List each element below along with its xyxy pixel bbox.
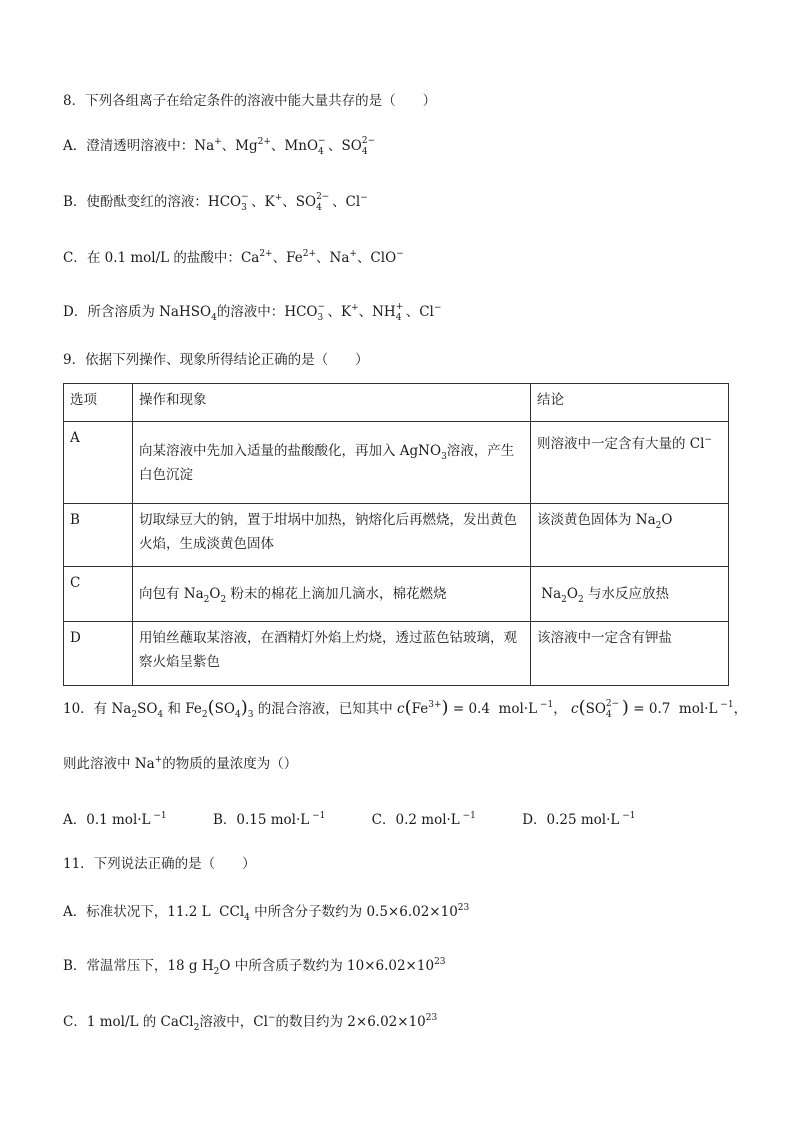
row-b-operation: 切取绿豆大的钠，置于坩埚中加热，钠熔化后再燃烧，发出黄色火焰，生成淡黄色固体 — [133, 504, 531, 567]
header-option: 选项 — [64, 384, 133, 422]
q8-option-b: B．使酚酞变红的溶液：HCO − 3 、K+、SO 2− 4 、Cl− — [63, 191, 368, 213]
row-d-option: D — [64, 622, 133, 686]
row-c-conclusion: $Na_2O_2$ 与水反应放热 — [531, 567, 729, 622]
q10-line2: 则此溶液中 Na+的物质的量浓度为（） — [63, 755, 298, 772]
q11-option-c: C．1 mol/L 的 CaCl$_2$溶液中，Cl−的数目约为 $2\times 6.02\times 10^{23}$ — [63, 1013, 438, 1033]
row-c-option: C — [64, 567, 133, 622]
q11-option-b: B．常温常压下，18 g $H_2O$ 中所含质子数约为 $10\times 6.02\times 10^{23}$ — [63, 957, 446, 977]
q10-option-d: D．0.25 mol·L $^{-1}$ — [522, 811, 636, 828]
table-header-row — [64, 384, 729, 422]
row-a-option: A — [64, 422, 133, 504]
q10-options — [63, 810, 678, 830]
q8-option-a: A．澄清透明溶液中：Na+、$Mg^{2+}$、MnO − 4 、SO 2− 4 — [63, 135, 376, 157]
q10-option-c: C．0.2 mol·L $^{-1}$ — [371, 811, 476, 828]
row-a-operation: 向某溶液中先加入适量的盐酸酸化，再加入 AgNO$_3$溶液，产生白色沉淀 — [133, 422, 531, 504]
table-row — [64, 567, 729, 622]
q9-stem: 9．依据下列操作、现象所得结论正确的是（ ） — [63, 352, 369, 368]
q8-stem: 8．下列各组离子在给定条件的溶液中能大量共存的是（ ） — [63, 93, 437, 109]
q8-option-c: C．在 0.1 mol/L 的盐酸中：$Ca^{2+}$、$Fe^{2+}$、Na+、ClO− — [63, 249, 404, 266]
row-a-conclusion: 则溶液中一定含有大量的 Cl− — [531, 422, 729, 504]
row-b-option: B — [64, 504, 133, 567]
q10-option-b: B．0.15 mol·L $^{-1}$ — [212, 811, 326, 828]
q8-option-d: D．所含溶质为 NaHSO$_4$的溶液中：HCO − 3 、K+、NH + 4 、Cl− — [63, 301, 442, 323]
table-row — [64, 504, 729, 567]
row-d-conclusion: 该溶液中一定含有钾盐 — [531, 622, 729, 686]
q9-table — [63, 383, 729, 686]
row-d-operation: 用铂丝蘸取某溶液，在酒精灯外焰上灼烧，透过蓝色钴玻璃，观察火焰呈紫色 — [133, 622, 531, 686]
q11-stem: 11．下列说法正确的是（ ） — [63, 856, 256, 872]
row-c-operation: 向包有 $Na_2O_2$ 粉末的棉花上滴加几滴水，棉花燃烧 — [133, 567, 531, 622]
header-operation: 操作和现象 — [133, 384, 531, 422]
q11-option-a: A．标准状况下，11.2 L CCl$_4$ 中所含分子数约为 $0.5\times 6.02\times 10^{23}$ — [63, 903, 470, 923]
q10-stem: 10．有 $Na_2SO_4$ 和 $Fe_2(SO_4)_3$ 的混合溶液，已知其中 $c(Fe^{3+}) = 0.4$ mol·L $^{-1}$， c(SO 2− 4 ) = 0.7 mol·L $^{-1}$， — [63, 697, 748, 720]
table-row — [64, 422, 729, 504]
q10-option-a: A．0.1 mol·L $^{-1}$ — [63, 811, 167, 828]
table-row — [64, 622, 729, 686]
header-conclusion: 结论 — [531, 384, 729, 422]
row-b-conclusion: 该淡黄色固体为 $Na_2O$ — [531, 504, 729, 567]
